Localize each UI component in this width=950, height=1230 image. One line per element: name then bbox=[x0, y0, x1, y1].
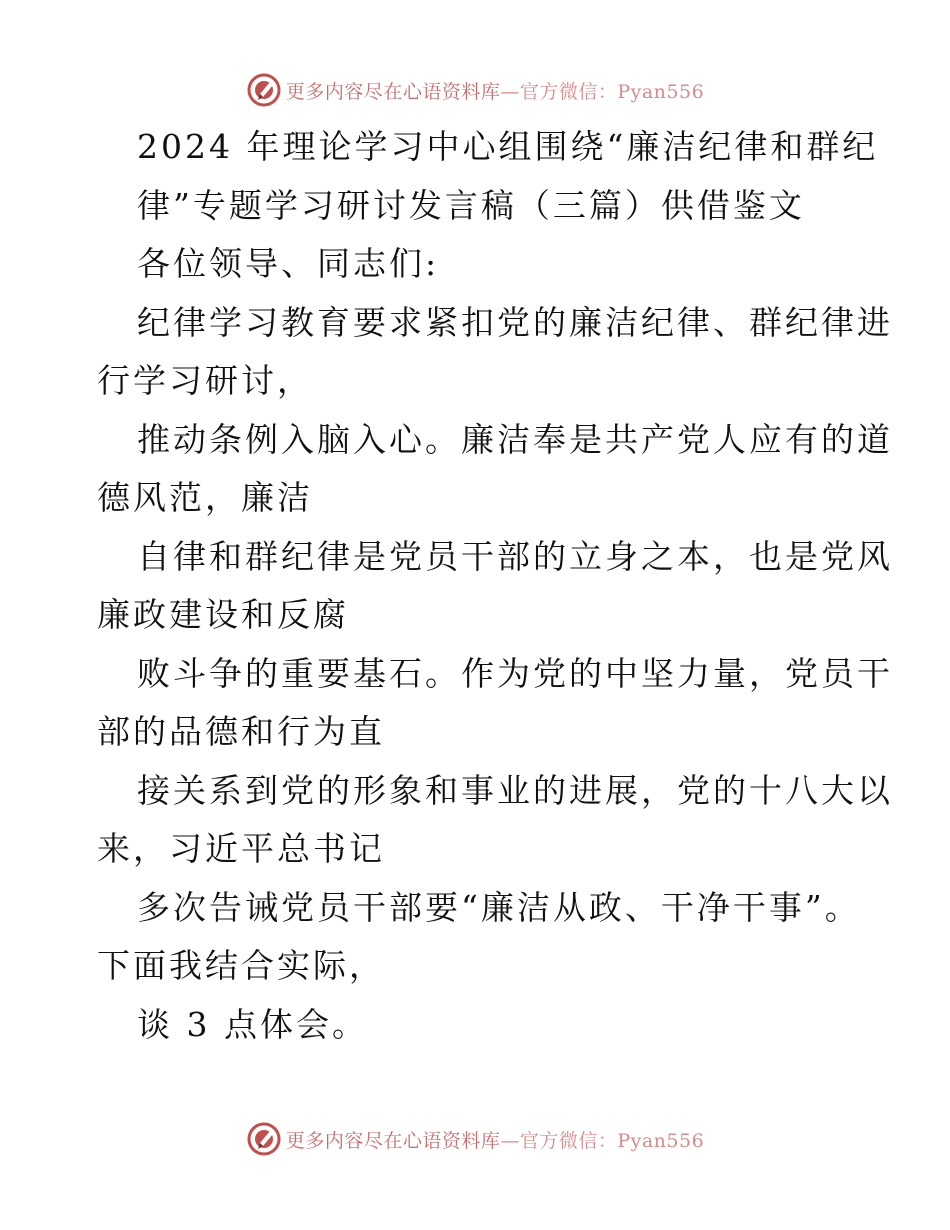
footer-watermark-text bbox=[286, 1126, 704, 1153]
body-line: 来，习近平总书记 bbox=[97, 829, 385, 868]
greeting: 各位领导、同志们: bbox=[137, 244, 440, 283]
document-title-line-1: 2024 年理论学习中心组围绕“廉洁纪律和群纪 bbox=[137, 127, 879, 166]
footer-watermark-sep: — bbox=[500, 1129, 520, 1152]
body-line: 德风范，廉洁 bbox=[97, 478, 313, 517]
footer-watermark-contact: 官方微信：Pyan556 bbox=[519, 1129, 705, 1152]
body-line: 廉政建设和反腐 bbox=[97, 595, 349, 634]
body-line: 下面我结合实际， bbox=[97, 946, 385, 985]
body-paragraph bbox=[97, 294, 893, 1055]
body-line: 纪律学习教育要求紧扣党的廉洁纪律、群纪律进 bbox=[137, 302, 893, 342]
header-watermark-contact: 官方微信：Pyan556 bbox=[519, 80, 705, 103]
footer-watermark bbox=[0, 1119, 950, 1159]
body-line: 接关系到党的形象和事业的进展，党的十八大以 bbox=[137, 770, 893, 810]
header-watermark-text bbox=[286, 77, 704, 104]
header-watermark-sep: — bbox=[500, 80, 520, 103]
body-line: 推动条例入脑入心。廉洁奉是共产党人应有的道 bbox=[137, 419, 893, 459]
footer-watermark-main: 更多内容尽在心语资料库 bbox=[285, 1129, 501, 1152]
header-watermark-main: 更多内容尽在心语资料库 bbox=[285, 80, 501, 103]
body-line: 谈 3 点体会。 bbox=[137, 1004, 368, 1044]
brand-logo-icon bbox=[246, 1121, 282, 1157]
body-line: 部的品德和行为直 bbox=[97, 712, 385, 751]
header-watermark bbox=[0, 70, 950, 110]
body-line: 行学习研讨， bbox=[97, 361, 313, 400]
body-line: 败斗争的重要基石。作为党的中坚力量，党员干 bbox=[137, 653, 893, 693]
brand-logo-icon bbox=[246, 72, 282, 108]
body-line: 多次告诫党员干部要“廉洁从政、干净干事”。 bbox=[137, 887, 861, 927]
document-body bbox=[97, 118, 893, 1054]
document-title-line-2: 律”专题学习研讨发言稿（三篇）供借鉴文 bbox=[137, 185, 805, 225]
body-line: 自律和群纪律是党员干部的立身之本，也是党风 bbox=[137, 536, 893, 576]
